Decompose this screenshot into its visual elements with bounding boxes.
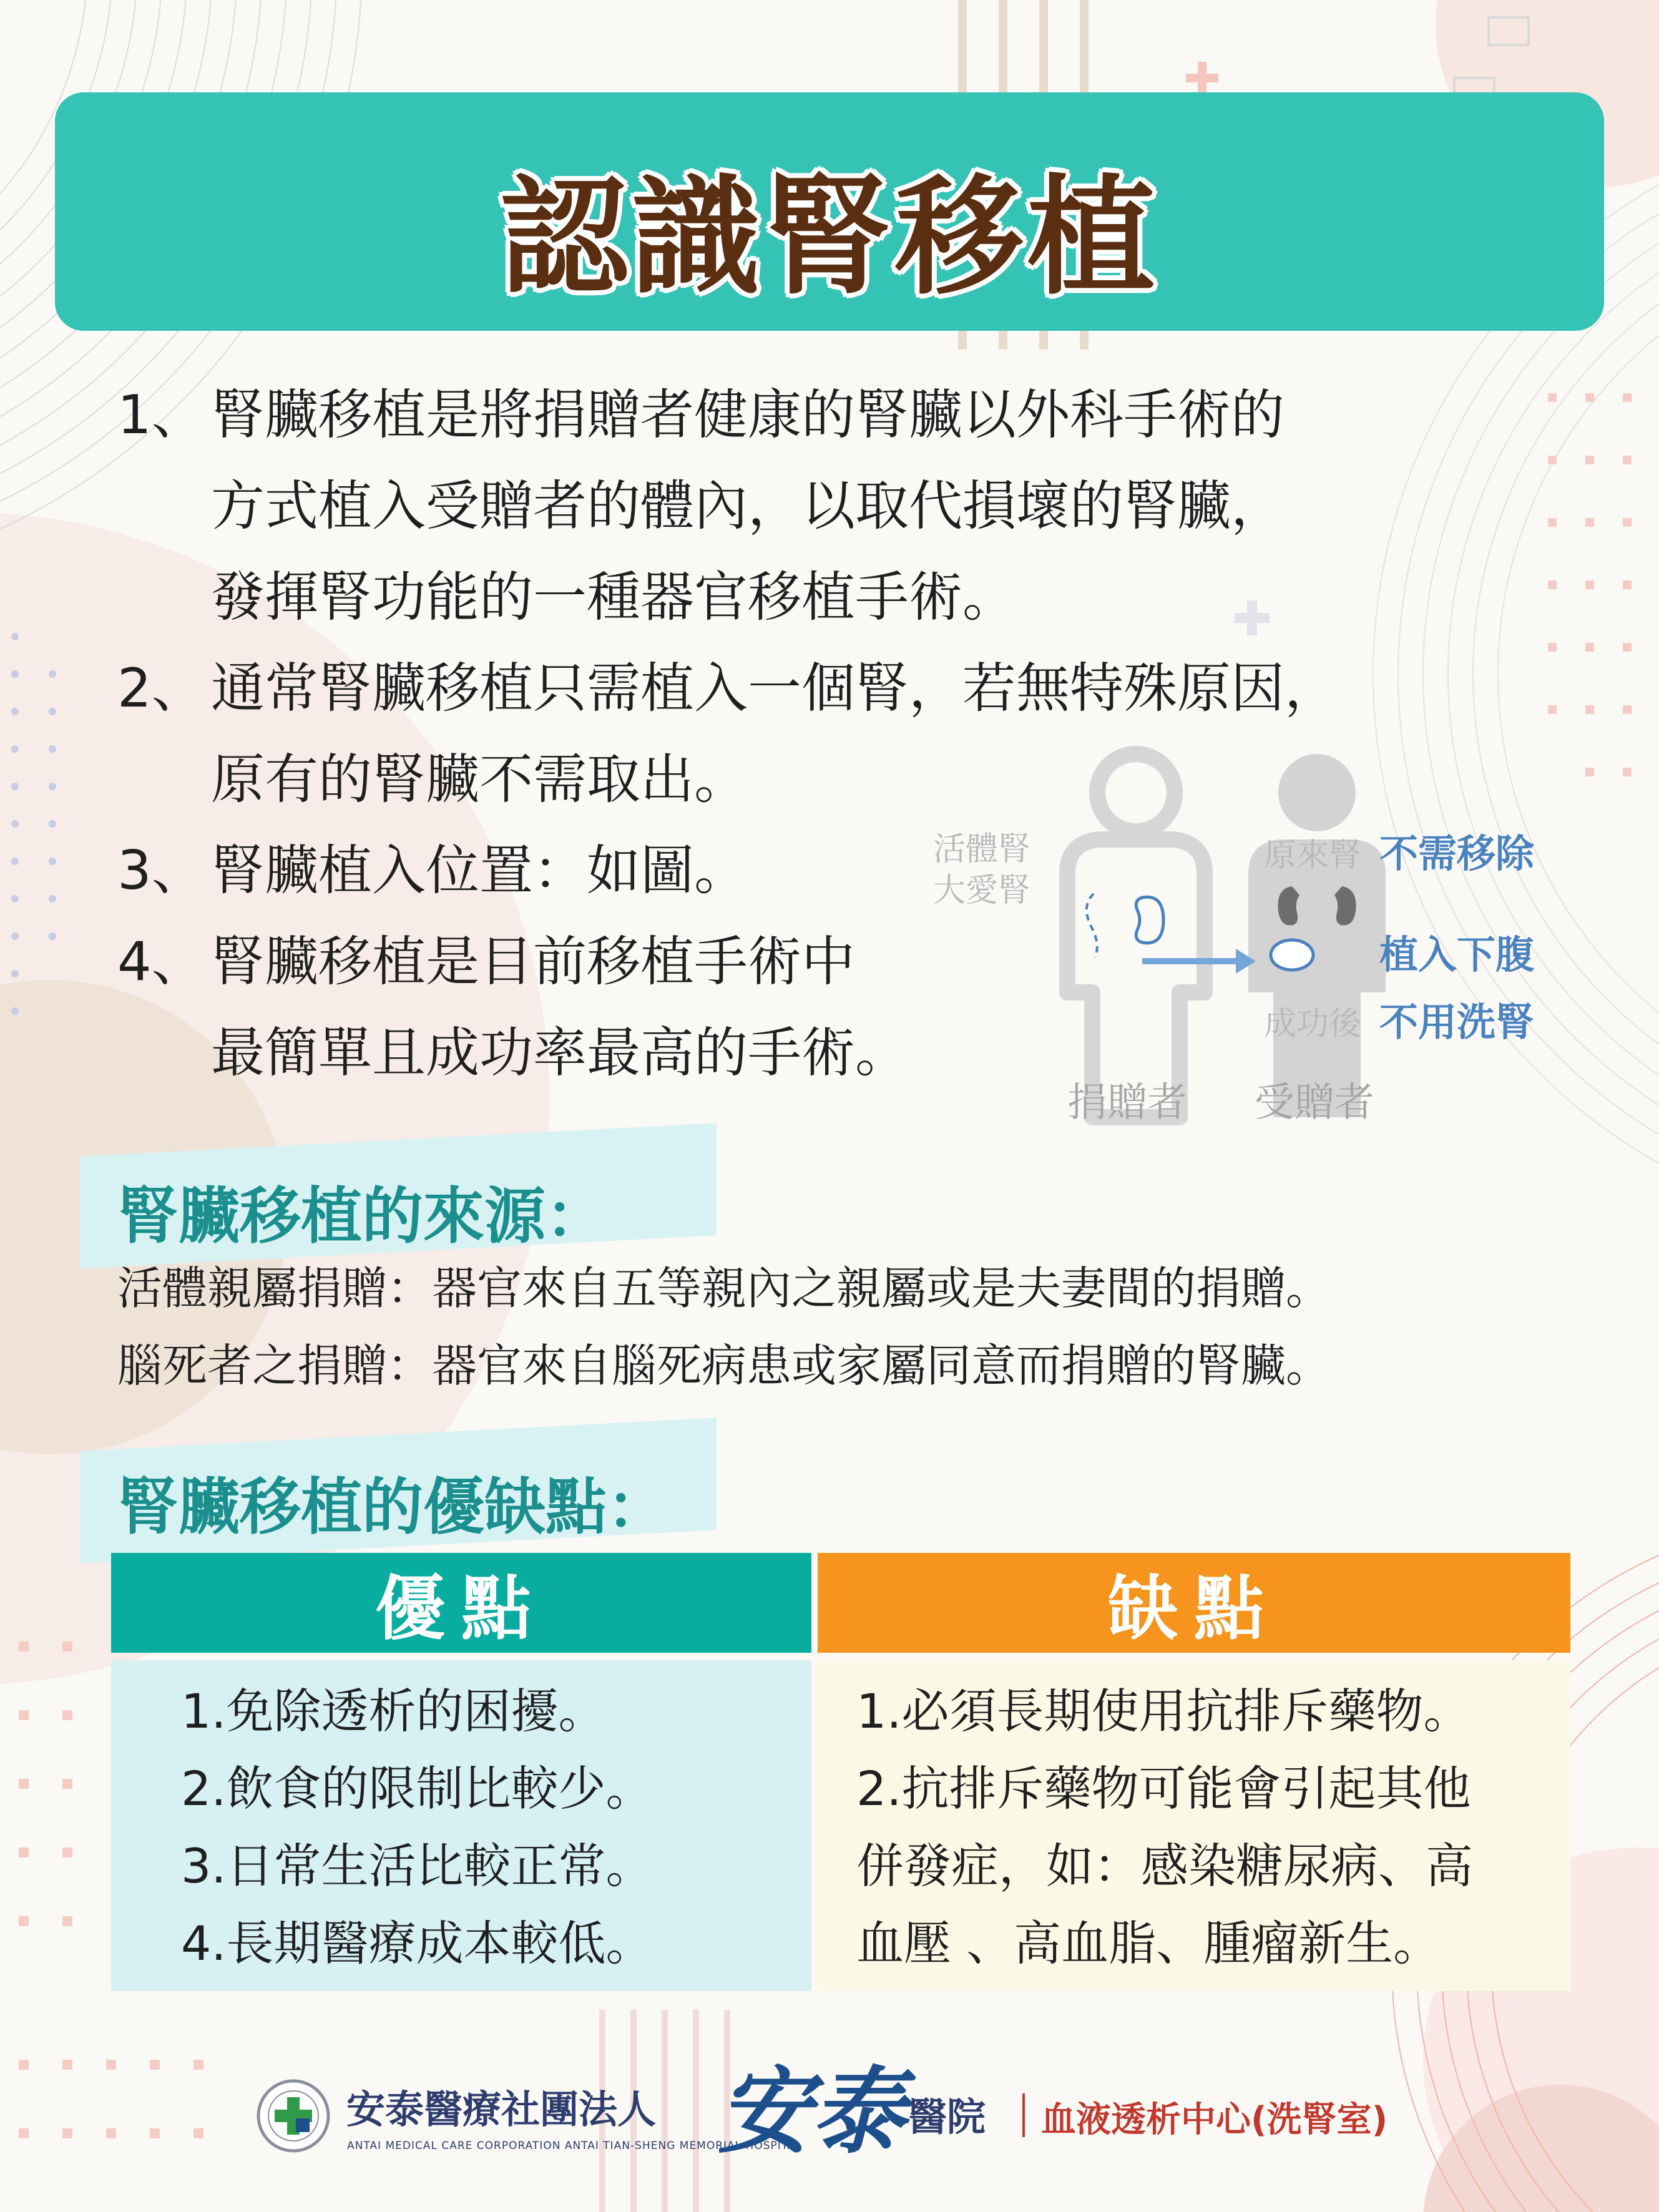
donor-kidney-label-1: 活體腎	[933, 831, 1031, 868]
pros-item: 1.免除透析的困擾。	[181, 1683, 606, 1739]
donor-kidney-label	[933, 829, 1030, 911]
pros-item: 2.飲食的限制比較少。	[181, 1761, 653, 1816]
after-success-note: 不用洗腎	[1379, 999, 1535, 1045]
sources-title: 腎臟移植的來源：	[117, 1181, 607, 1252]
cons-item: 2.抗排斥藥物可能會引起其他	[856, 1761, 1471, 1816]
pros-item: 3.日常生活比較正常。	[181, 1838, 653, 1894]
intro-item-1-line-3: 發揮腎功能的一種器官移植手術。	[211, 566, 1016, 629]
implant-note: 植入下腹	[1379, 932, 1535, 977]
intro-item-1: 1、 腎臟移植是將捐贈者健康的腎臟以外科手術的	[117, 384, 1285, 446]
transplant-body-figure	[1024, 730, 1423, 1130]
intro-item-2: 2、 通常腎臟移植只需植入一個腎，若無特殊原因，	[117, 657, 1338, 720]
intro-item-3: 3、 腎臟植入位置：如圖。	[117, 839, 748, 902]
sources-list	[117, 1250, 1331, 1404]
donor-kidney-label-2: 大愛腎	[933, 872, 1031, 909]
pros-header: 優點	[111, 1553, 811, 1653]
brand-calligraphy: 安泰	[718, 2057, 906, 2166]
proscons-title: 腎臟移植的優缺點：	[117, 1472, 668, 1543]
page-title: 認識腎移植	[500, 164, 1159, 312]
intro-item-4: 4、 腎臟移植是目前移植手術中	[117, 931, 855, 993]
pros-cell	[111, 1660, 811, 1991]
recipient-caption: 受贈者	[1255, 1080, 1374, 1126]
donor-caption: 捐贈者	[1067, 1080, 1187, 1126]
pros-item: 4.長期醫療成本較低。	[181, 1916, 653, 1971]
after-success-label: 成功後	[1264, 1006, 1362, 1043]
intro-item-2-line-2: 原有的腎臟不需取出。	[211, 748, 748, 811]
org-english-name: ANTAI MEDICAL CARE CORPORATION ANTAI TIAN-SHENG MEMORIAL HOSPITAL	[347, 2140, 802, 2152]
intro-item-1-line-2: 方式植入受贈者的體內，以取代損壞的腎臟，	[211, 475, 1285, 537]
hospital-logo-icon	[256, 2078, 331, 2153]
source-item: 活體親屬捐贈：器官來自五等親內之親屬或是夫妻間的捐贈。	[117, 1262, 1331, 1314]
source-item: 腦死者之捐贈：器官來自腦死病患或家屬同意而捐贈的腎臟。	[117, 1339, 1331, 1392]
cons-item: 併發症，如：感染糖尿病、高	[856, 1838, 1473, 1894]
department-name: 血液透析中心(洗腎室)	[1041, 2100, 1388, 2140]
cons-item: 1.必須長期使用抗排斥藥物。	[856, 1683, 1471, 1739]
original-kidney-note: 不需移除	[1379, 831, 1535, 876]
cons-item: 血壓 、高血脂、腫瘤新生。	[856, 1916, 1441, 1971]
cons-cell	[818, 1660, 1570, 1991]
cons-header: 缺點	[818, 1553, 1570, 1653]
hospital-word: 醫院	[908, 2094, 986, 2140]
intro-item-4-line-2: 最簡單且成功率最高的手術。	[211, 1022, 909, 1084]
original-kidney-label: 原來腎	[1264, 837, 1362, 874]
org-name: 安泰醫療社團法人	[346, 2087, 657, 2132]
footer-divider	[1022, 2093, 1025, 2137]
